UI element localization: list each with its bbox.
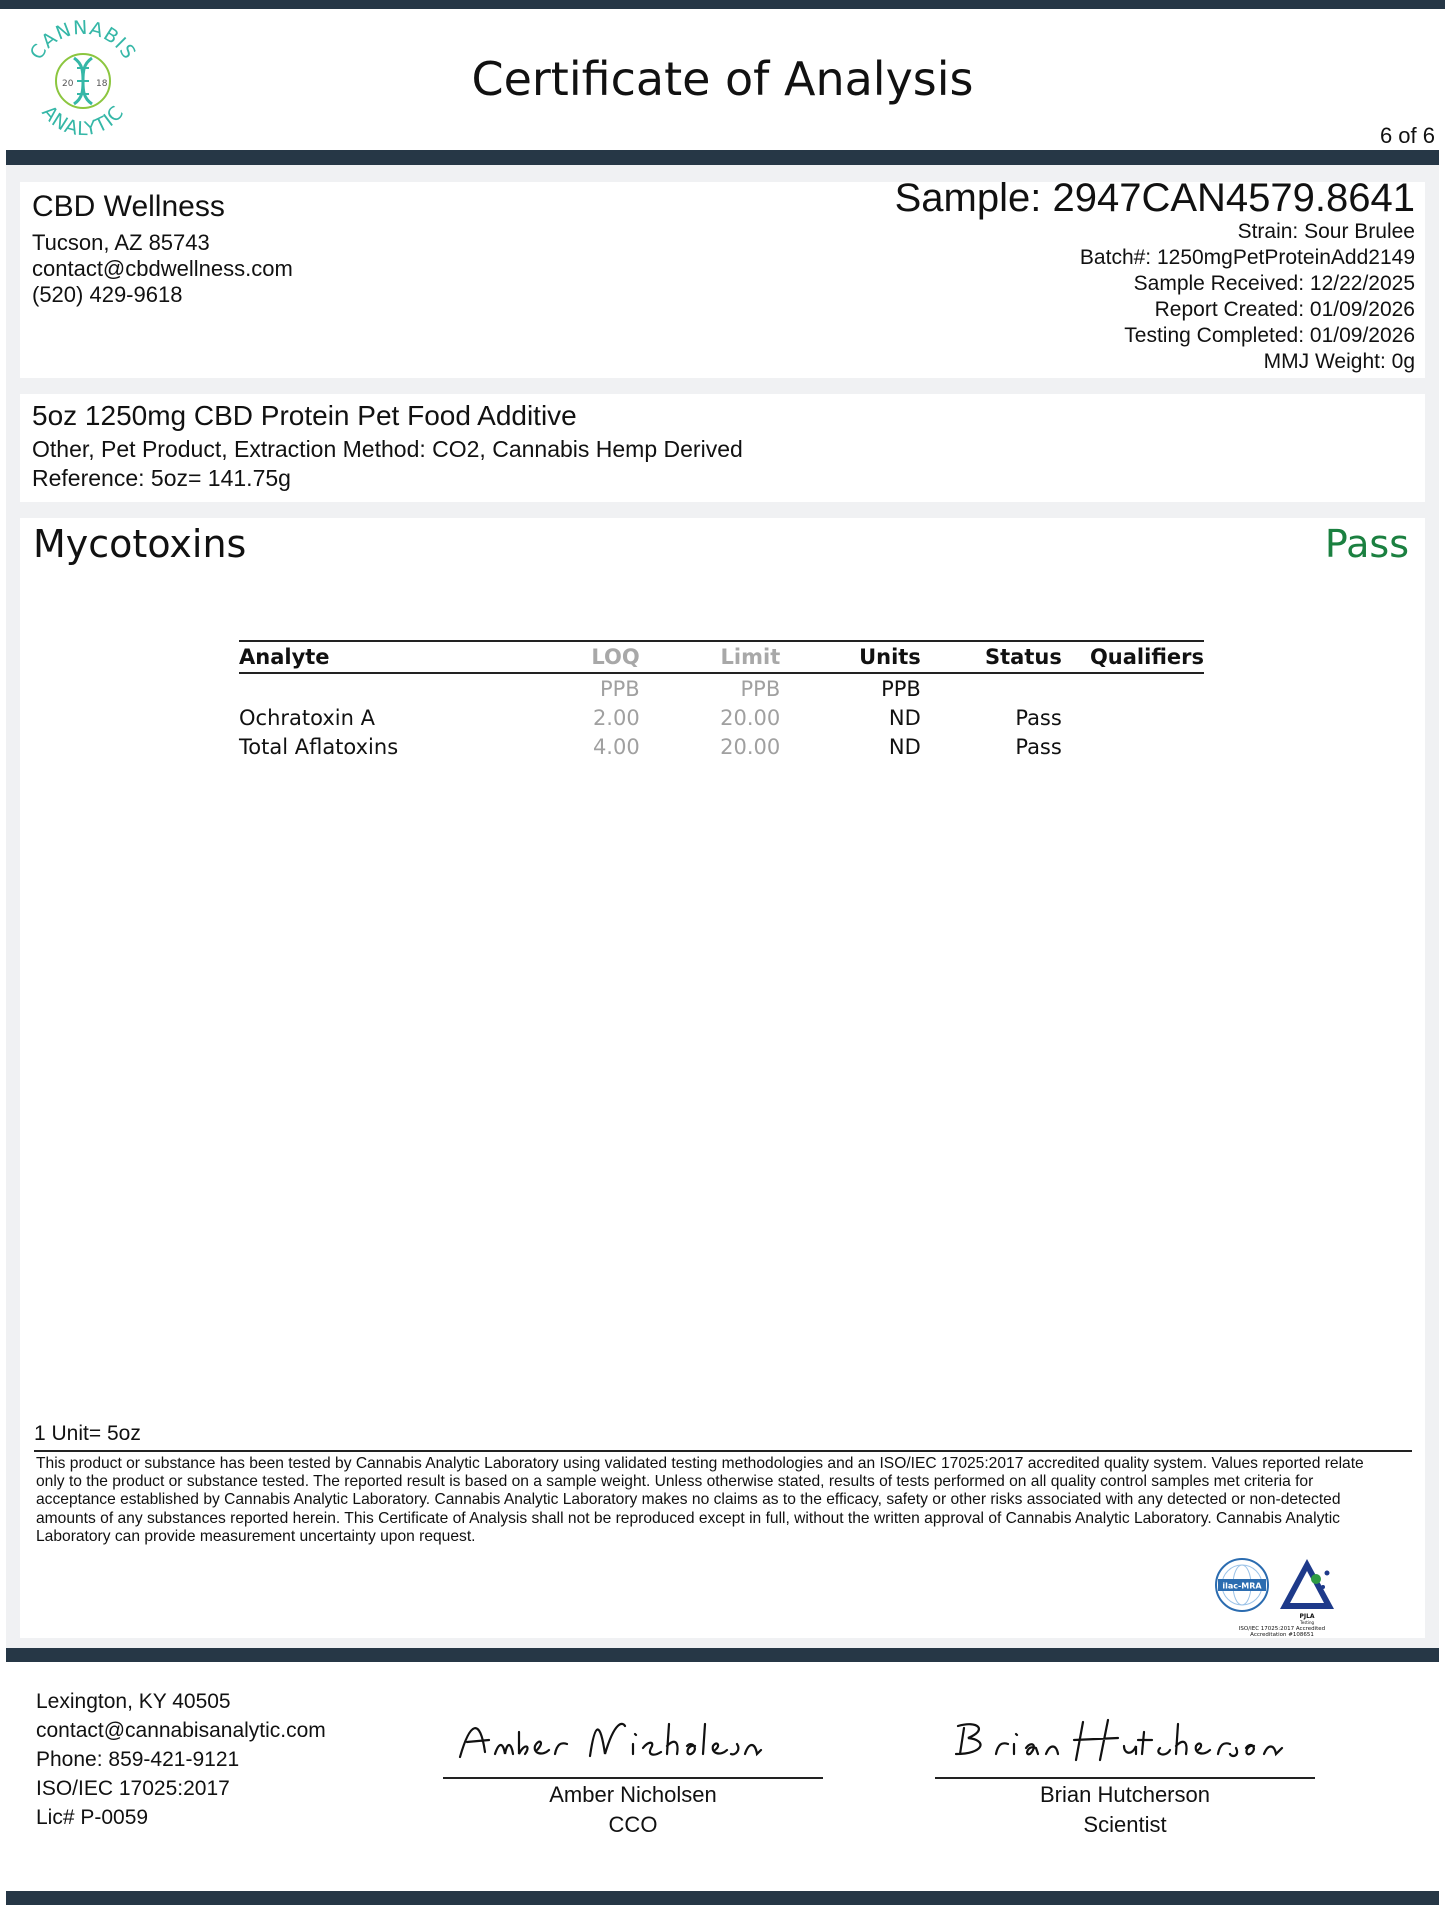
product-details: Other, Pet Product, Extraction Method: CO2, Cannabis Hemp Derived: [32, 436, 743, 462]
units-units: PPB: [881, 676, 921, 701]
col-loq: LOQ: [551, 641, 640, 673]
logo-year-right: 18: [96, 79, 108, 89]
bottom-bar: [6, 1891, 1439, 1905]
lab-iso: ISO/IEC 17025:2017: [36, 1777, 230, 1800]
client-address: Tucson, AZ 85743: [32, 230, 210, 255]
mmj-weight: MMJ Weight: 0g: [1263, 350, 1415, 373]
signature-image-brian: [948, 1712, 1293, 1772]
col-limit: Limit: [640, 641, 781, 673]
sample-strain: Strain: Sour Brulee: [1237, 220, 1415, 243]
testing-completed: Testing Completed: 01/09/2026: [1124, 324, 1415, 347]
ilac-label: ilac-MRA: [1222, 1581, 1262, 1591]
logo-year-left: 20: [62, 79, 74, 89]
section-title: Mycotoxins: [33, 522, 247, 566]
lab-license: Lic# P-0059: [36, 1806, 149, 1829]
disclaimer-divider: [34, 1450, 1412, 1452]
lab-phone: Phone: 859-421-9121: [36, 1748, 240, 1771]
pjla-label: PJLA: [1299, 1613, 1315, 1620]
units-cell: ND: [888, 705, 921, 730]
accreditation-caption: ISO/IEC 17025:2017 Accredited: [1238, 1626, 1326, 1632]
document-title: Certificate of Analysis: [471, 52, 974, 106]
accreditation-badges: [1212, 1555, 1352, 1637]
signature-image-amber: [455, 1712, 800, 1772]
table-row: [239, 732, 1204, 761]
units-row: [239, 673, 1204, 703]
loq-cell: 4.00: [592, 734, 640, 759]
header-bar: [6, 150, 1439, 165]
lab-address: Lexington, KY 40505: [36, 1690, 231, 1713]
analyte-cell: Total Aflatoxins: [239, 734, 399, 759]
limit-cell: 20.00: [720, 734, 781, 759]
lab-email: contact@cannabisanalytic.com: [36, 1719, 326, 1742]
product-name: 5oz 1250mg CBD Protein Pet Food Additive: [32, 400, 577, 431]
disclaimer-text: This product or substance has been tested by Cannabis Analytic Laboratory using validated testing methodologies and an ISO/IEC 17025:2017 accredited quality system. Values reported relate only to the product or substance tested. The reported result is based on a sample weight. Unless otherwise stated, results of tests performed on all quality control samples met criteria for acceptance established by Cannabis Analytic Laboratory. Cannabis Analytic Laboratory makes no claims as to the efficacy, safety or other risks associated with any detected or non-detected amounts of any substances reported herein. This Certificate of Analysis shall not be reproduced except in full, without the written approval of Cannabis Analytic Laboratory. Cannabis Analytic Laboratory can provide measurement uncertainty upon request.: [36, 1455, 1364, 1545]
units-limit: PPB: [740, 676, 781, 701]
qualifiers-cell: [1062, 703, 1204, 732]
sample-id: Sample: 2947CAN4579.8641: [894, 176, 1415, 220]
client-email: contact@cbdwellness.com: [32, 256, 293, 281]
client-phone: (520) 429-9618: [32, 282, 183, 307]
sample-batch: Batch#: 1250mgPetProteinAdd2149: [1079, 246, 1415, 269]
signature-line-2: [935, 1777, 1315, 1779]
units-cell: ND: [888, 734, 921, 759]
status-cell: Pass: [1015, 734, 1062, 759]
page-number: 6 of 6: [1379, 123, 1435, 148]
product-reference: Reference: 5oz= 141.75g: [32, 465, 291, 491]
col-units: Units: [780, 641, 921, 673]
signer-role-2: Scientist: [1083, 1812, 1167, 1837]
svg-text:ANALYTIC: ANALYTIC: [37, 101, 129, 141]
signer-role-1: CCO: [608, 1812, 658, 1837]
col-analyte: Analyte: [239, 641, 551, 673]
unit-note: 1 Unit= 5oz: [34, 1422, 141, 1445]
loq-cell: 2.00: [592, 705, 640, 730]
signer-name-1: Amber Nicholsen: [549, 1782, 717, 1807]
footer-bar: [6, 1648, 1439, 1662]
pjla-icon: [1280, 1559, 1334, 1625]
signature-line-1: [443, 1777, 823, 1779]
sample-received: Sample Received: 12/22/2025: [1133, 272, 1415, 295]
top-bar: [0, 0, 1445, 9]
client-name: CBD Wellness: [32, 190, 225, 223]
pjla-sub-label: Testing: [1299, 1620, 1315, 1625]
units-loq: PPB: [599, 676, 640, 701]
limit-cell: 20.00: [720, 705, 781, 730]
ilac-mra-icon: [1216, 1559, 1268, 1611]
qualifiers-cell: [1062, 732, 1204, 761]
report-created: Report Created: 01/09/2026: [1154, 298, 1415, 321]
col-status: Status: [921, 641, 1062, 673]
col-qualifiers: Qualifiers: [1062, 641, 1204, 673]
status-cell: Pass: [1015, 705, 1062, 730]
section-status: Pass: [1324, 522, 1409, 566]
analyte-cell: Ochratoxin A: [239, 705, 375, 730]
signer-name-2: Brian Hutcherson: [1040, 1782, 1210, 1807]
table-row: [239, 703, 1204, 732]
table-header-row: [239, 641, 1204, 673]
results-table: [239, 640, 1204, 761]
accreditation-number: Accreditation #108651: [1250, 1632, 1314, 1637]
svg-text:CANNABIS: CANNABIS: [25, 20, 141, 64]
